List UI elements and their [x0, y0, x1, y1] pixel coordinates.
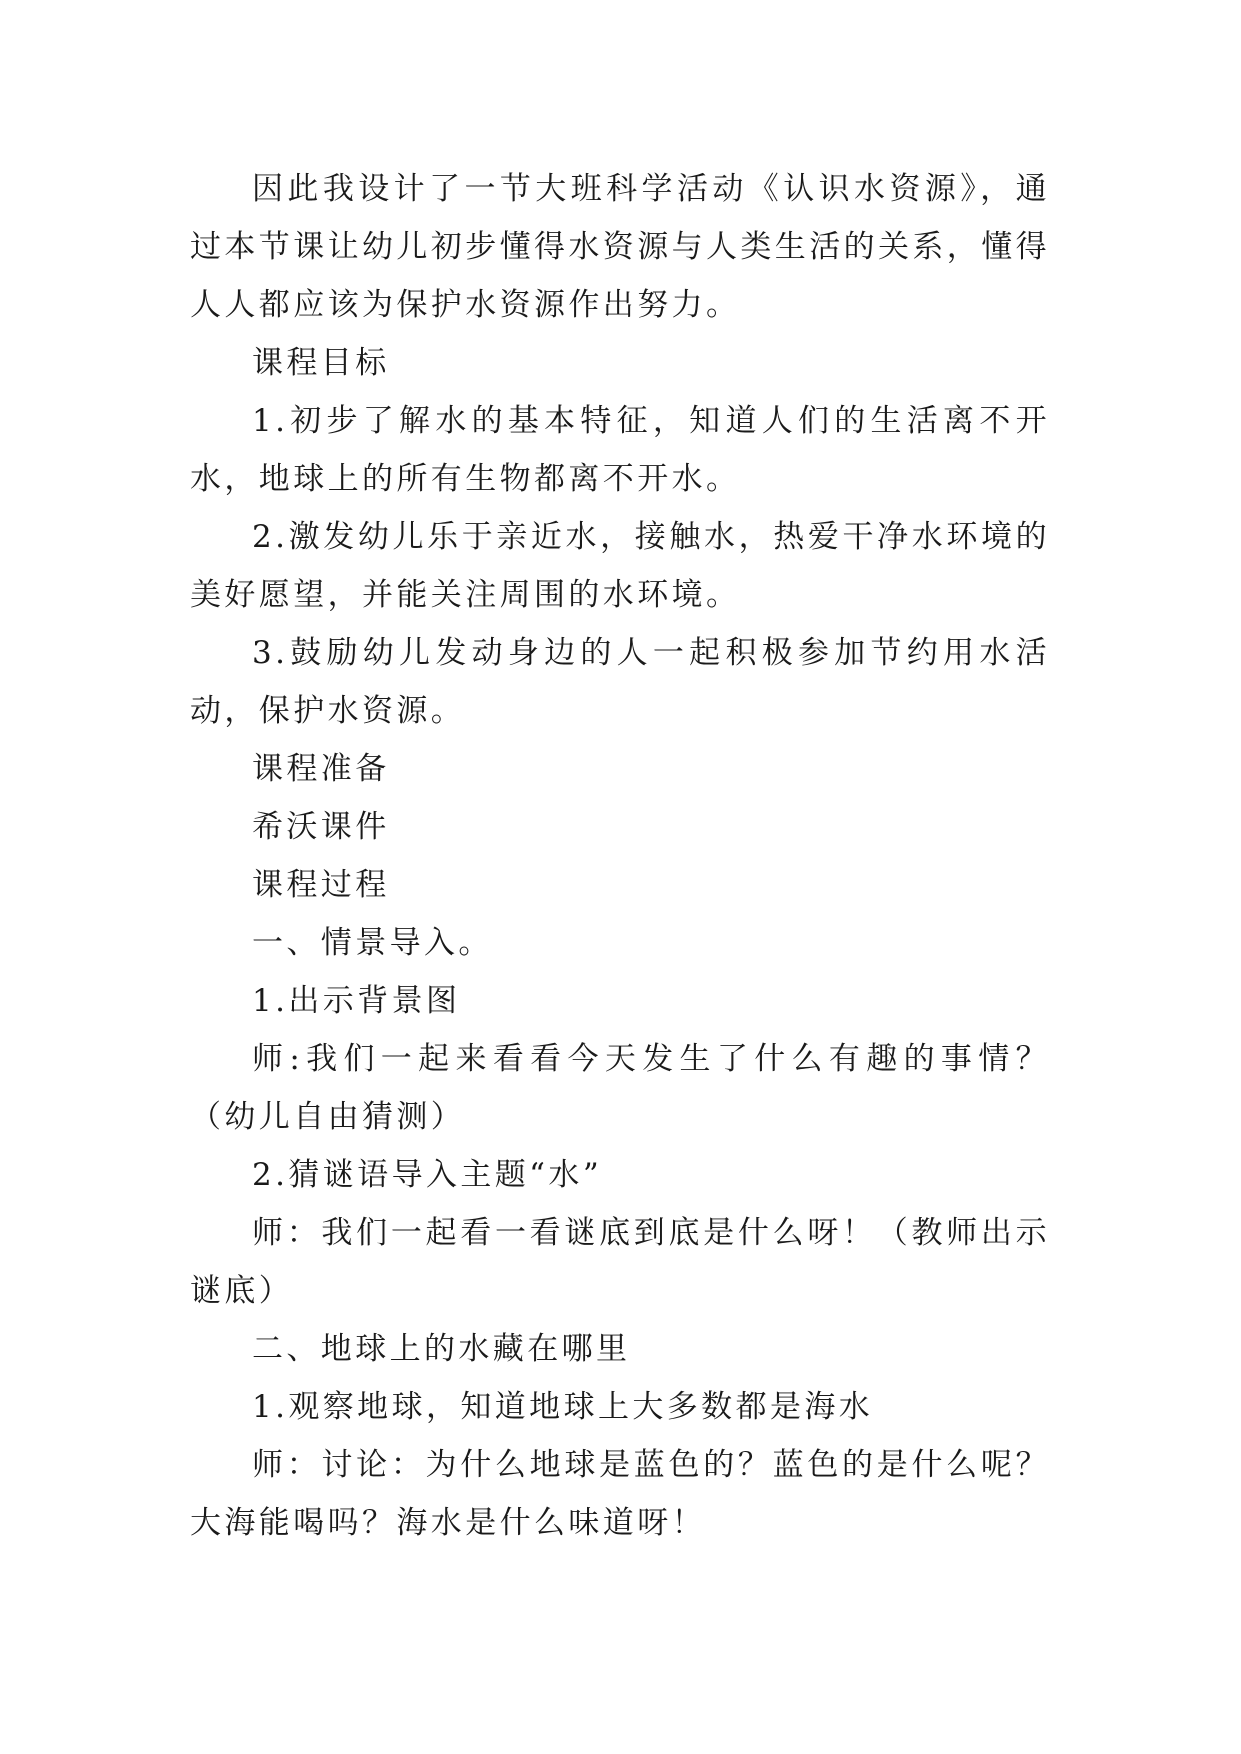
document-body [190, 160, 1050, 1552]
teacher-line: 师：讨论：为什么地球是蓝色的？蓝色的是什么呢？大海能喝吗？海水是什么味道呀！ [190, 1447, 1050, 1541]
heading-course-goals: 课程目标 [252, 345, 390, 381]
preparation-item: 希沃课件 [252, 809, 390, 845]
paragraph-intro: 因此我设计了一节大班科学活动《认识水资源》，通过本节课让幼儿初步懂得水资源与人类生活的关系，懂得人人都应该为保护水资源作出努力。 [190, 171, 1050, 323]
step-item: 1.出示背景图 [252, 983, 461, 1019]
section-heading-1: 一、情景导入。 [252, 925, 493, 961]
step-item: 1.观察地球，知道地球上大多数都是海水 [252, 1389, 874, 1425]
goal-item-3: 3.鼓励幼儿发动身边的人一起积极参加节约用水活动，保护水资源。 [190, 635, 1050, 729]
teacher-line: 师:我们一起来看看今天发生了什么有趣的事情？（幼儿自由猜测） [190, 1041, 1050, 1135]
heading-course-preparation: 课程准备 [252, 751, 390, 787]
heading-course-process: 课程过程 [252, 867, 390, 903]
teacher-line: 师：我们一起看一看谜底到底是什么呀！（教师出示谜底） [190, 1215, 1050, 1309]
section-heading-2: 二、地球上的水藏在哪里 [252, 1331, 631, 1367]
goal-item-1: 1.初步了解水的基本特征，知道人们的生活离不开水，地球上的所有生物都离不开水。 [190, 403, 1050, 497]
step-item: 2.猜谜语导入主题“水” [252, 1157, 603, 1193]
goal-item-2: 2.激发幼儿乐于亲近水，接触水，热爱干净水环境的美好愿望，并能关注周围的水环境。 [190, 519, 1050, 613]
